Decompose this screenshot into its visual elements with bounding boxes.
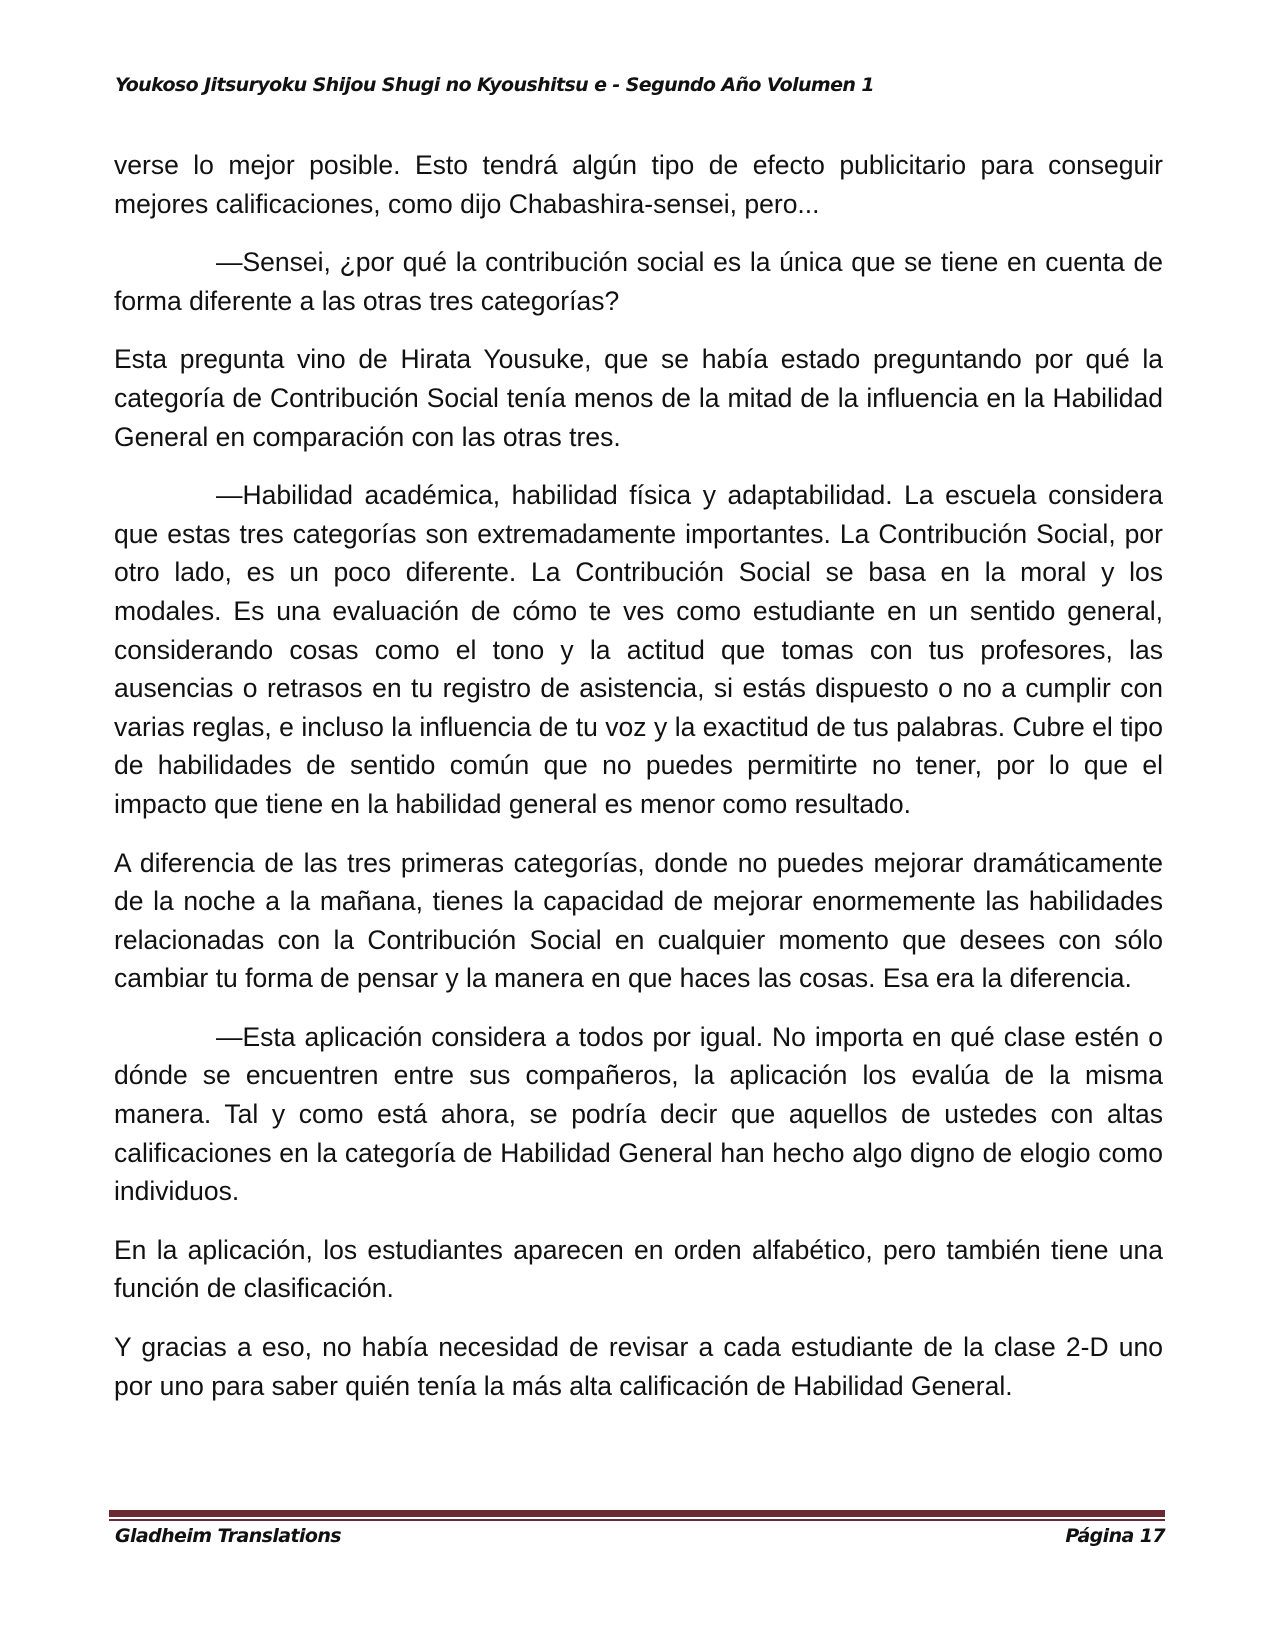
dialogue-paragraph: —Esta aplicación considera a todos por igual. No importa en qué clase estén o dónde se encuentren entre sus compañeros, la aplicación los evalúa de la misma manera. Tal y como está ahora, se podría decir que aquellos de ustedes con altas calificaciones en la categoría de Habilidad General han hecho algo digno de elogio como individuos. — [114, 1021, 1163, 1207]
paragraph: verse lo mejor posible. Esto tendrá algún tipo de efecto publicitario para conseguir mejores calificaciones, como dijo Chabashira-sensei, pero... — [114, 150, 1163, 219]
dialogue-paragraph: —Sensei, ¿por qué la contribución social es la única que se tiene en cuenta de forma diferente a las otras tres categorías? — [114, 247, 1163, 316]
footer-rule-thick — [109, 1510, 1165, 1517]
footer-credit: Gladheim Translations — [115, 1525, 341, 1547]
page-number: Página 17 — [1065, 1525, 1165, 1547]
paragraph: En la aplicación, los estudiantes aparecen en orden alfabético, pero también tiene una función de clasificación. — [114, 1234, 1163, 1304]
paragraph: Esta pregunta vino de Hirata Yousuke, que se había estado preguntando por qué la categoría de Contribución Social tenía menos de la mitad de la influencia en la Habilidad General en comparación con las otras tres. — [114, 344, 1163, 452]
running-header: Youkoso Jitsuryoku Shijou Shugi no Kyoushitsu e - Segundo Año Volumen 1 — [115, 74, 874, 96]
paragraph: A diferencia de las tres primeras categorías, donde no puedes mejorar dramáticamente de la noche a la mañana, tienes la capacidad de mejorar enormemente las habilidades relacionadas con la Contribución Social en cualquier momento que desees con sólo cambiar tu forma de pensar y la manera en que haces las cosas. Esa era la diferencia. — [114, 847, 1163, 994]
paragraph: Y gracias a eso, no había necesidad de revisar a cada estudiante de la clase 2-D uno por uno para saber quién tenía la más alta calificación de Habilidad General. — [114, 1332, 1163, 1401]
footer-rule-thin — [109, 1519, 1165, 1521]
body-text — [114, 146, 1163, 1425]
dialogue-paragraph: —Habilidad académica, habilidad física y adaptabilidad. La escuela considera que estas tres categorías son extremadamente importantes. La Contribución Social, por otro lado, es un poco diferente. La Contribución Social se basa en la moral y los modales. Es una evaluación de cómo te ves como estudiante en un sentido general, considerando cosas como el tono y la actitud que tomas con tus profesores, las ausencias o retrasos en tu registro de asistencia, si estás dispuesto o no a cumplir con varias reglas, e incluso la influencia de tu voz y la exactitud de tus palabras. Cubre el tipo de habilidades de sentido común que no puedes permitirte no tener, por lo que el impacto que tiene en la habilidad general es menor como resultado. — [114, 480, 1163, 819]
